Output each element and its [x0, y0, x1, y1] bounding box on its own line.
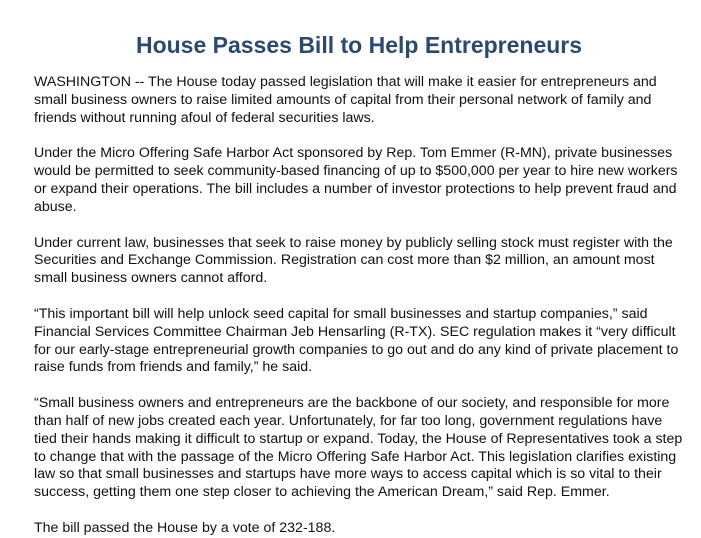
paragraph-hensarling-quote: “This important bill will help unlock seed capital for small businesses and startup companies,” said Financial Services Committee Chairman Jeb Hensarling (R-TX). SEC regulation makes it “very difficult for our early-stage entrepreneurial growth companies to go out and do any kind of private placement to raise funds from friends and family,” he said. — [34, 305, 679, 376]
paragraph-bill-summary: Under the Micro Offering Safe Harbor Act sponsored by Rep. Tom Emmer (R-MN), private businesses would be permitted to seek community-based financing of up to $500,000 per year to hire new workers or expand their operations. The bill includes a number of investor protections to help prevent fraud and abuse. — [34, 145, 678, 215]
page-title: House Passes Bill to Help Entrepreneurs — [135, 32, 583, 58]
paragraph-current-law: Under current law, businesses that seek to raise money by publicly selling stock must register with the Securities and Exchange Commission. Registration can cost more than $2 million, an amount most small business owners cannot afford. — [34, 234, 673, 287]
paragraph-emmer-quote: “Small business owners and entrepreneurs are the backbone of our society, and responsible for more than half of new jobs created each year. Unfortunately, for far too long, government regulations have tied their hands making it difficult to startup or expand. Today, the House of Representatives took a step to change that with the passage of the Micro Offering Safe Harbor Act. This legislation clarifies existing law so that small businesses and startups have more ways to access capital which is so vital to their success, getting them one step closer to achieving the American Dream,” said Rep. Emmer. — [34, 395, 683, 501]
press-release — [34, 30, 684, 538]
paragraph-vote-result: The bill passed the House by a vote of 232-188. — [34, 519, 336, 536]
paragraph-lead: WASHINGTON -- The House today passed legislation that will make it easier for entrepreneurs and small business owners to raise limited amounts of capital from their personal network of family and friends without running afoul of federal securities laws. — [34, 74, 657, 126]
